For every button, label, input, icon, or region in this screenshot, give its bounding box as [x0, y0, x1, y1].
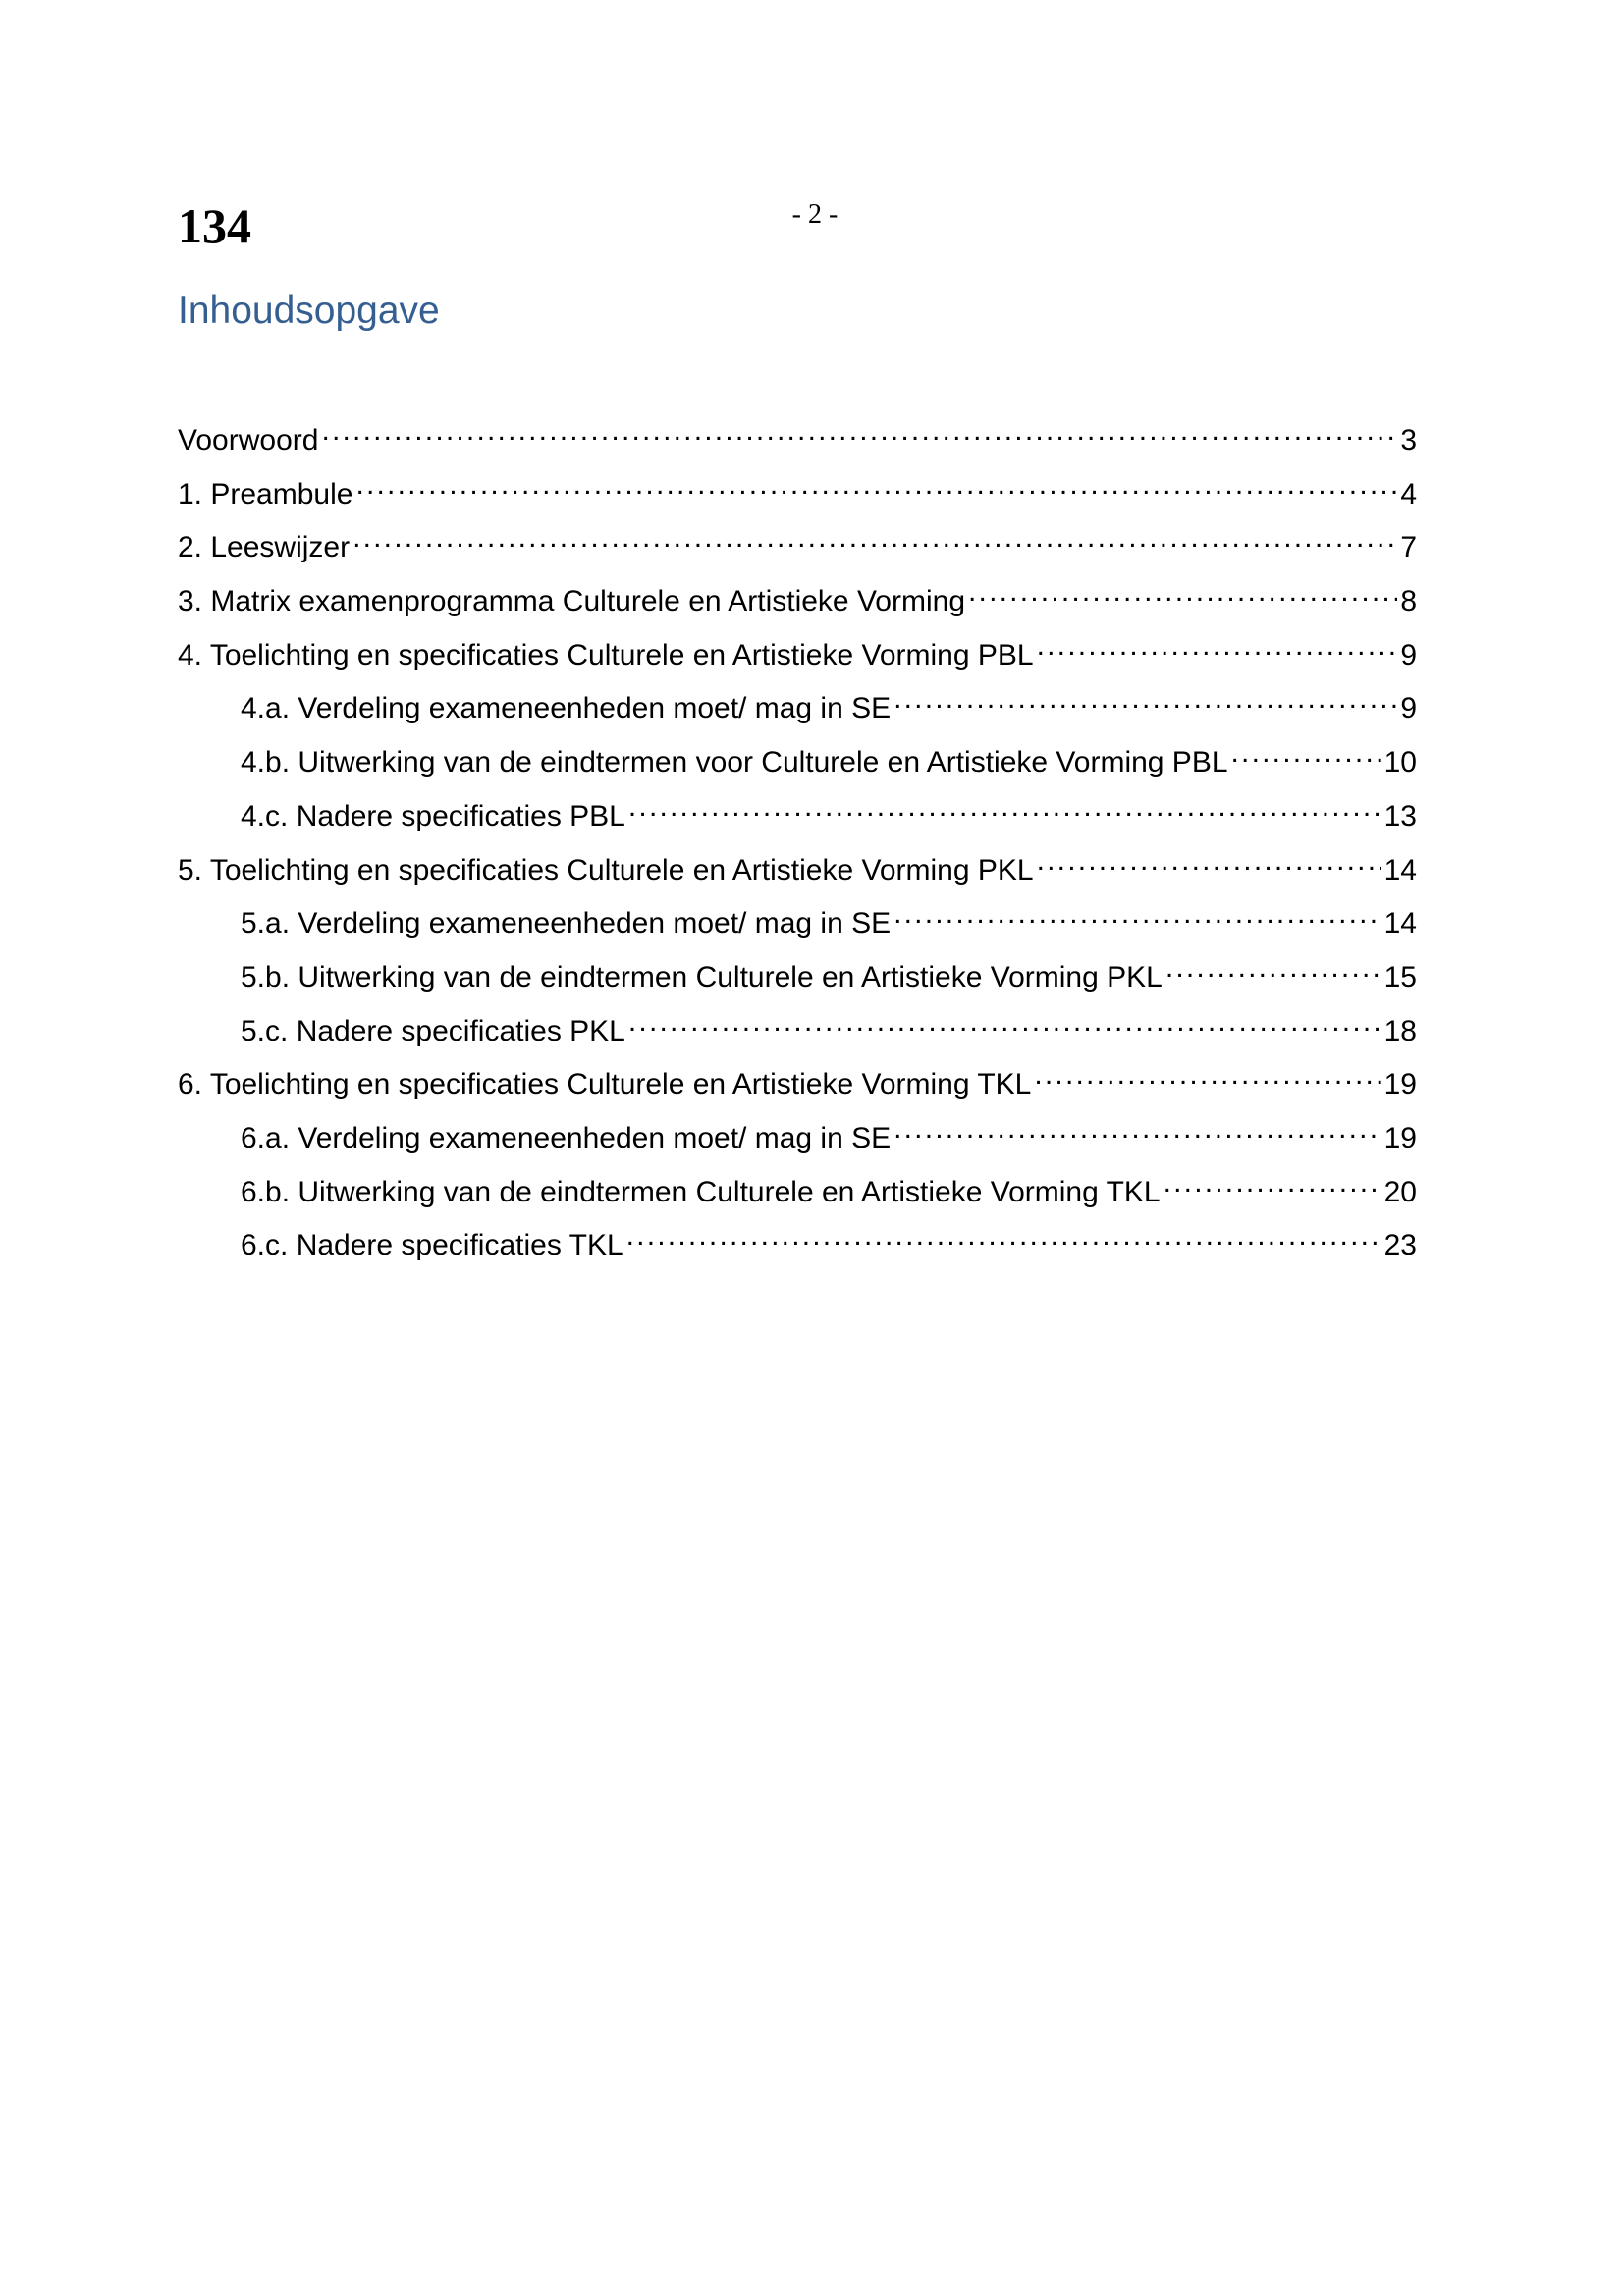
toc-entry-page: 19	[1383, 1121, 1417, 1154]
dot-leader	[628, 1003, 1381, 1041]
toc-entry[interactable]	[178, 519, 1417, 573]
toc-entry-page: 19	[1383, 1068, 1417, 1101]
dot-leader	[628, 788, 1381, 826]
dot-leader	[893, 680, 1397, 718]
toc-entry-page: 13	[1383, 799, 1417, 832]
dot-leader	[1231, 734, 1381, 772]
toc-entry-page: 9	[1400, 638, 1417, 671]
toc-entry-label: 4.b. Uitwerking van de eindtermen voor Culturele en Artistieke Vorming PBL	[241, 746, 1228, 779]
toc-entry[interactable]	[178, 788, 1417, 842]
toc-entry-label: 5.a. Verdeling exameneenheden moet/ mag in SE	[241, 907, 892, 940]
toc-entry-label: 4.c. Nadere specificaties PBL	[241, 799, 625, 832]
toc-entry-page: 3	[1400, 424, 1417, 456]
toc-entry-page: 8	[1400, 585, 1417, 618]
toc-entry-page: 9	[1400, 692, 1417, 725]
toc-entry[interactable]	[178, 680, 1417, 734]
toc-entry-page: 20	[1383, 1175, 1417, 1208]
dot-leader	[893, 1110, 1381, 1148]
toc-entry-label: 4.a. Verdeling exameneenheden moet/ mag in SE	[241, 692, 892, 725]
toc-entry-page: 15	[1383, 960, 1417, 993]
toc-entry-label: 3. Matrix examenprogramma Culturele en Artistieke Vorming	[178, 585, 966, 618]
toc-entry-page: 18	[1383, 1014, 1417, 1047]
toc-entry-label: 4. Toelichting en specificaties Culturele en Artistieke Vorming PBL	[178, 638, 1034, 671]
dot-leader	[1037, 627, 1398, 665]
toc-entry-page: 14	[1383, 907, 1417, 940]
toc-entry-label: 5.b. Uitwerking van de eindtermen Culturele en Artistieke Vorming PKL	[241, 960, 1163, 993]
toc-entry-label: 6.a. Verdeling exameneenheden moet/ mag in SE	[241, 1121, 892, 1154]
toc-entry[interactable]	[178, 1056, 1417, 1110]
table-of-contents	[178, 412, 1417, 1271]
toc-entry-page: 7	[1400, 531, 1417, 564]
toc-entry[interactable]	[178, 842, 1417, 896]
toc-entry-label: 6.b. Uitwerking van de eindtermen Culturele en Artistieke Vorming TKL	[241, 1175, 1161, 1208]
toc-entry-label: 5.c. Nadere specificaties PKL	[241, 1014, 625, 1047]
toc-entry-page: 4	[1400, 477, 1417, 510]
toc-entry[interactable]	[178, 1217, 1417, 1271]
toc-entry[interactable]	[178, 466, 1417, 520]
dot-leader	[355, 466, 1397, 504]
toc-entry-label: 6. Toelichting en specificaties Culturele en Artistieke Vorming TKL	[178, 1068, 1032, 1101]
dot-leader	[1165, 949, 1381, 987]
dot-leader	[626, 1217, 1381, 1255]
dot-leader	[1164, 1164, 1381, 1201]
dot-leader	[968, 573, 1397, 611]
toc-entry[interactable]	[178, 1110, 1417, 1164]
toc-entry-label: 6.c. Nadere specificaties TKL	[241, 1229, 623, 1262]
toc-entry[interactable]	[178, 895, 1417, 949]
toc-entry[interactable]	[178, 949, 1417, 1003]
toc-entry-page: 23	[1383, 1229, 1417, 1262]
toc-entry-label: 2. Leeswijzer	[178, 531, 351, 564]
toc-entry[interactable]	[178, 627, 1417, 681]
dot-leader	[1037, 842, 1381, 880]
toc-title: Inhoudsopgave	[178, 290, 440, 332]
dot-leader	[321, 412, 1397, 450]
toc-entry-page: 14	[1383, 853, 1417, 886]
toc-entry[interactable]	[178, 412, 1417, 466]
toc-entry-label: 5. Toelichting en specificaties Culturele en Artistieke Vorming PKL	[178, 853, 1034, 886]
document-number: 134	[178, 198, 251, 253]
toc-entry-page: 10	[1383, 746, 1417, 779]
dot-leader	[893, 895, 1381, 933]
dot-leader	[352, 519, 1397, 557]
page-number: - 2 -	[791, 199, 839, 230]
toc-entry[interactable]	[178, 734, 1417, 788]
toc-entry[interactable]	[178, 573, 1417, 627]
toc-entry-label: Voorwoord	[178, 424, 319, 456]
dot-leader	[1034, 1056, 1380, 1094]
toc-entry[interactable]	[178, 1003, 1417, 1057]
toc-entry-label: 1. Preambule	[178, 477, 353, 510]
toc-entry[interactable]	[178, 1164, 1417, 1218]
